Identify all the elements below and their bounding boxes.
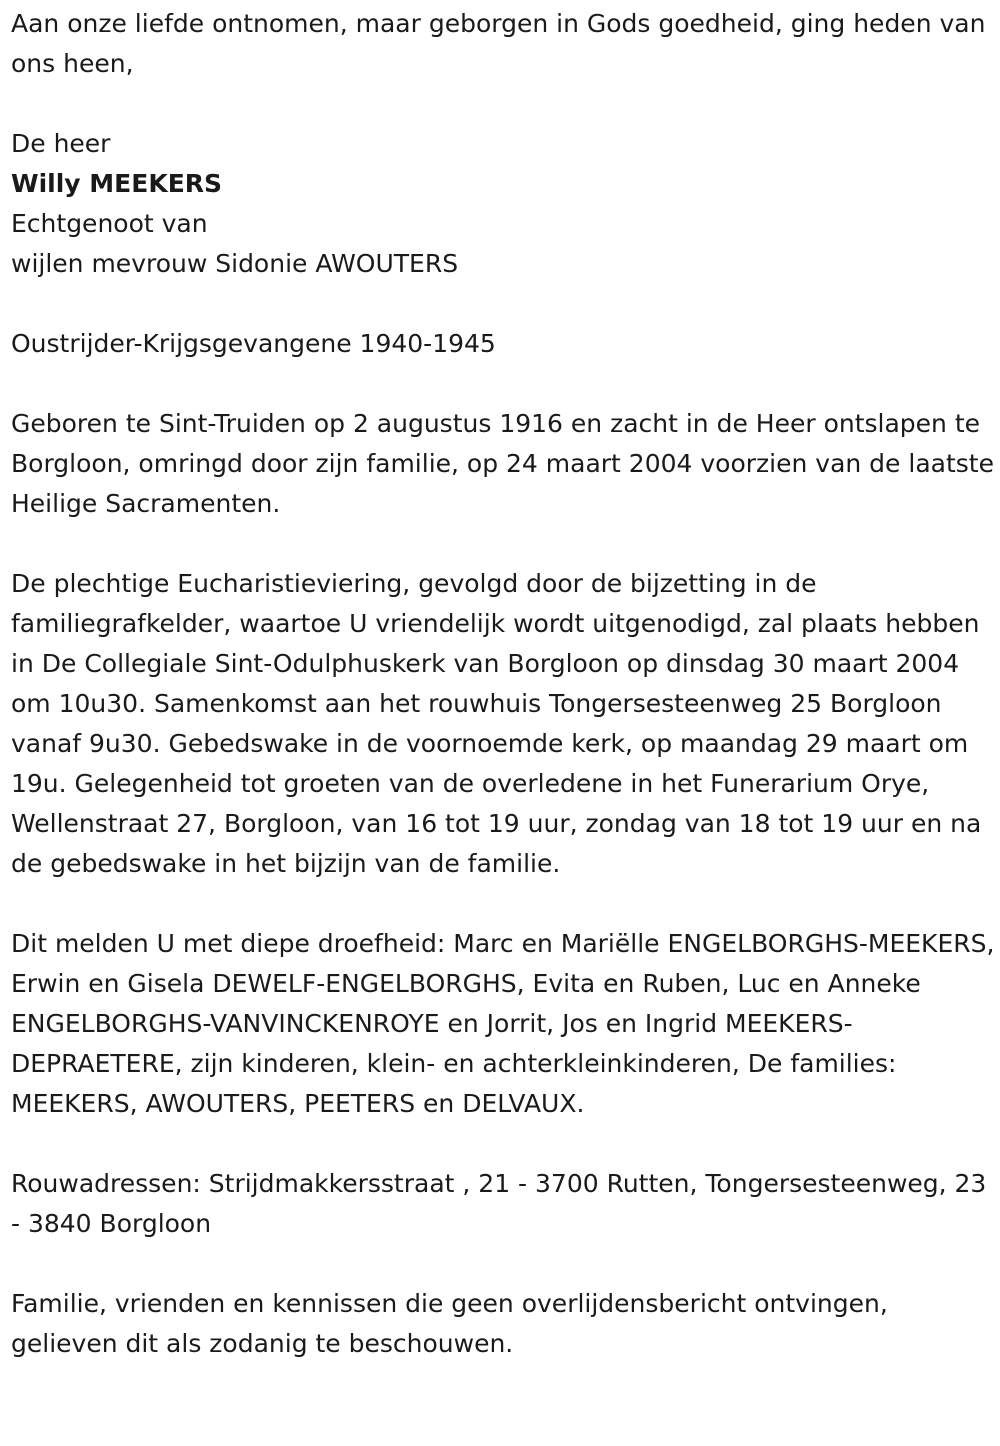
deceased-name: Willy MEEKERS [11,169,223,198]
spacer [11,884,996,924]
ceremony-text: De plechtige Eucharistieviering, gevolgd door de bijzetting in de familiegrafkelder, waartoe U vriendelijk wordt uitgenodigd, zal plaats hebben in De Collegiale Sint-Odulphuskerk van Borgloon op dinsdag 30 maart 2004 om 10u30. Samenkomst aan het rouwhuis Tongersesteenweg 25 Borgloon vanaf 9u30. Gebedswake in de voornoemde kerk, op maandag 29 maart om 19u. Gelegenheid tot groeten van de overledene in het Funerarium Orye, Wellenstraat 27, Borgloon, van 16 tot 19 uur, zondag van 18 tot 19 uur en na de gebedswake in het bijzijn van de familie. [11,569,982,878]
spacer [11,1124,996,1164]
distinction-text: Oustrijder-Krijgsgevangene 1940-1945 [11,329,496,358]
birth-death-text: Geboren te Sint-Truiden op 2 augustus 1916 en zacht in de Heer ontslapen te Borgloon, omringd door zijn familie, op 24 maart 2004 voorzien van de laatste Heilige Sacramenten. [11,409,994,518]
family-text: Dit melden U met diepe droefheid: Marc en Mariëlle ENGELBORGHS-MEEKERS, Erwin en Gisela DEWELF-ENGELBORGHS, Evita en Ruben, Luc en Anneke ENGELBORGHS-VANVINCKENROYE en Jorrit, Jos en Ingrid MEEKERS-DEPRAETERE, zijn kinderen, klein- en achterkleinkinderen, De families: MEEKERS, AWOUTERS, PEETERS en DELVAUX. [11,929,995,1118]
spacer [11,284,996,324]
spouse-line-1: Echtgenoot van [11,209,208,238]
spouse-line-2: wijlen mevrouw Sidonie AWOUTERS [11,249,459,278]
spacer [11,364,996,404]
intro-text: Aan onze liefde ontnomen, maar geborgen in Gods goedheid, ging heden van ons heen, [11,9,986,78]
closing-text: Familie, vrienden en kennissen die geen overlijdensbericht ontvingen, gelieven dit als zodanig te beschouwen. [11,1289,888,1358]
spacer [11,84,996,124]
title-prefix: De heer [11,129,111,158]
obituary-document [11,4,996,1364]
addresses-text: Rouwadressen: Strijdmakkersstraat , 21 - 3700 Rutten, Tongersesteenweg, 23 - 3840 Borgloon [11,1169,987,1238]
spacer [11,524,996,564]
spacer [11,1244,996,1284]
